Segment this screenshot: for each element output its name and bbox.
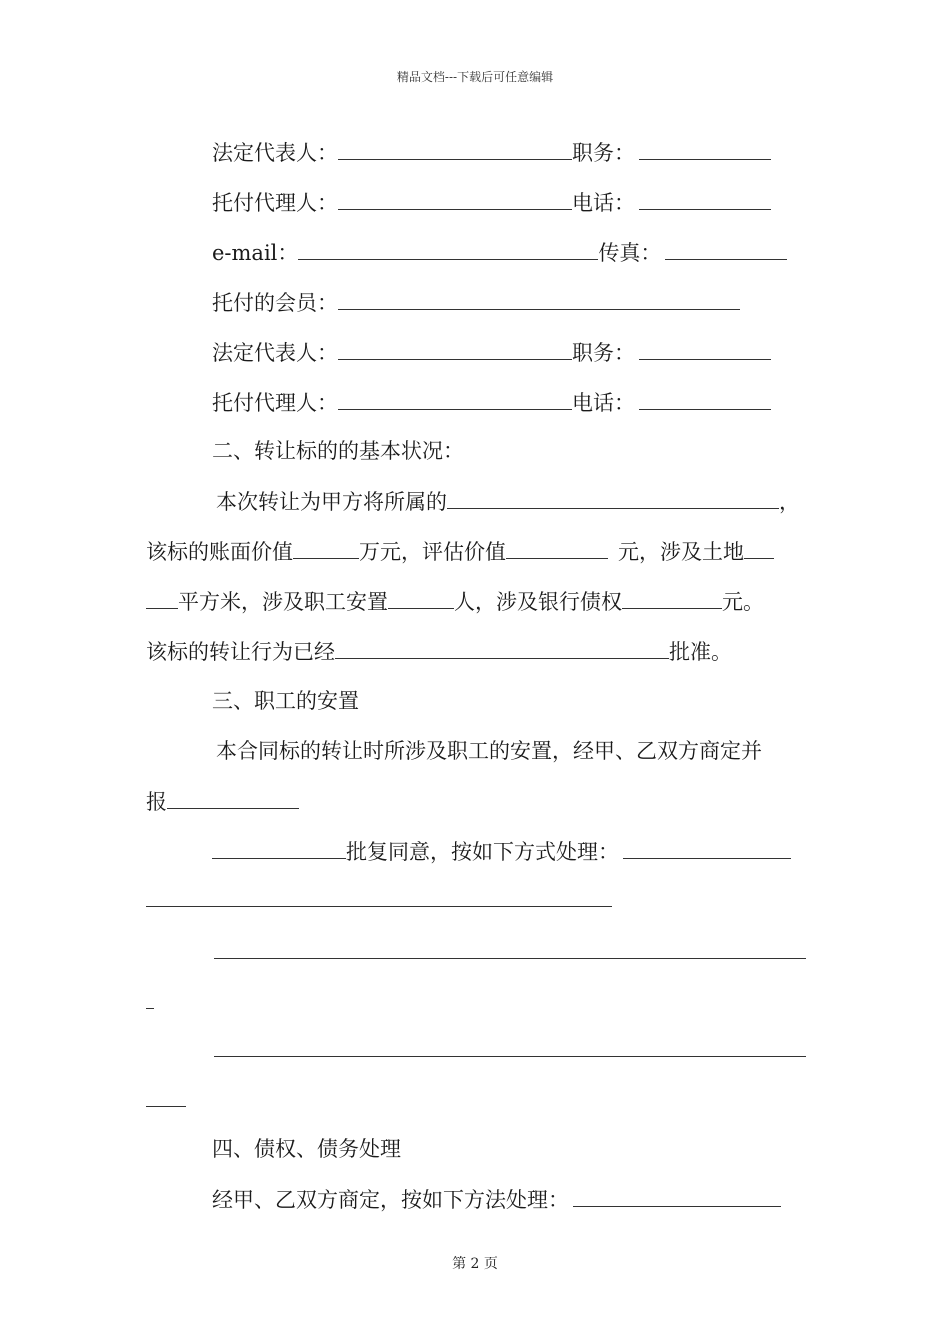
phone-blank[interactable] <box>639 387 771 410</box>
phone-blank[interactable] <box>639 187 771 210</box>
legal-rep-label: 法定代表人： <box>212 141 338 165</box>
page-prefix: 第 <box>452 1256 467 1272</box>
method-blank-line-5[interactable] <box>146 1106 186 1107</box>
page-header: 精品文档---下载后可任意编辑 <box>396 70 554 84</box>
agent-label: 托付代理人： <box>212 391 338 415</box>
member-blank[interactable] <box>338 287 740 310</box>
phone-label: 电话： <box>572 191 635 215</box>
debt-method-label: 经甲、乙双方商定，按如下方法处理： <box>212 1188 569 1212</box>
bank-debt-label: 人，涉及银行债权 <box>454 590 622 614</box>
section2-para-4 <box>146 636 732 667</box>
method-blank-line-4[interactable] <box>214 1056 806 1057</box>
method-blank-line-3[interactable] <box>146 1008 154 1009</box>
debt-method-blank[interactable] <box>573 1184 781 1207</box>
legal-rep-label: 法定代表人： <box>212 341 338 365</box>
section2-heading: 二、转让标的的基本状况： <box>212 439 464 463</box>
member-line <box>212 287 740 318</box>
email-label: e-mail： <box>212 241 299 265</box>
approval-label: 该标的转让行为已经 <box>146 640 335 664</box>
fax-blank[interactable] <box>665 237 787 260</box>
approved-text: 批准。 <box>669 640 732 664</box>
phone-label: 电话： <box>572 391 635 415</box>
position-label: 职务： <box>572 341 635 365</box>
page-suffix: 页 <box>483 1256 498 1272</box>
agent-blank[interactable] <box>338 387 572 410</box>
legal-rep-blank[interactable] <box>338 137 572 160</box>
section2-para-2 <box>146 536 774 567</box>
section3-heading: 三、职工的安置 <box>212 689 359 713</box>
section3-para-3 <box>212 836 791 867</box>
yuan-text: 元。 <box>722 590 764 614</box>
method-blank-line-1[interactable] <box>146 906 612 907</box>
section2-para-1 <box>216 486 800 517</box>
authority-blank[interactable] <box>212 836 346 859</box>
subject-blank[interactable] <box>447 486 779 509</box>
section2-para-3 <box>146 586 764 617</box>
staff-blank[interactable] <box>388 586 454 609</box>
comma-text: ， <box>779 490 800 514</box>
subject-text: 本次转让为甲方将所属的 <box>216 490 447 514</box>
email-line <box>212 237 787 268</box>
method-label: 批复同意，按如下方式处理： <box>346 840 619 864</box>
section4-heading: 四、债权、债务处理 <box>212 1137 401 1161</box>
method-blank[interactable] <box>623 836 791 859</box>
page-number: 2 <box>470 1256 480 1272</box>
land-blank-cont[interactable] <box>146 586 178 609</box>
page-footer <box>0 1253 950 1273</box>
land-label: 元，涉及土地 <box>618 540 744 564</box>
staff-label: 平方米，涉及职工安置 <box>178 590 388 614</box>
method-blank-line-2[interactable] <box>214 958 806 959</box>
fax-label: 传真： <box>598 241 662 265</box>
section4-para-1 <box>212 1184 781 1215</box>
legal-rep-line-1 <box>212 137 771 168</box>
position-blank[interactable] <box>639 137 771 160</box>
member-label: 托付的会员： <box>212 291 338 315</box>
approval-blank[interactable] <box>335 636 669 659</box>
book-value-blank[interactable] <box>293 536 359 559</box>
report-text: 报 <box>146 790 167 814</box>
land-blank[interactable] <box>744 536 774 559</box>
email-blank[interactable] <box>298 237 598 260</box>
legal-rep-blank[interactable] <box>338 337 572 360</box>
agent-label: 托付代理人： <box>212 191 338 215</box>
appraised-value-blank[interactable] <box>506 536 608 559</box>
position-label: 职务： <box>572 141 635 165</box>
section3-para-1: 本合同标的转让时所涉及职工的安置，经甲、乙双方商定并 <box>216 739 762 763</box>
section3-para-2 <box>146 786 299 817</box>
bank-debt-blank[interactable] <box>622 586 722 609</box>
legal-rep-line-2 <box>212 337 771 368</box>
position-blank[interactable] <box>639 337 771 360</box>
agent-line-1 <box>212 187 771 218</box>
agent-blank[interactable] <box>338 187 572 210</box>
agent-line-2 <box>212 387 771 418</box>
appraised-value-label: 万元，评估价值 <box>359 540 506 564</box>
report-blank[interactable] <box>167 786 299 809</box>
book-value-label: 该标的账面价值 <box>146 540 293 564</box>
